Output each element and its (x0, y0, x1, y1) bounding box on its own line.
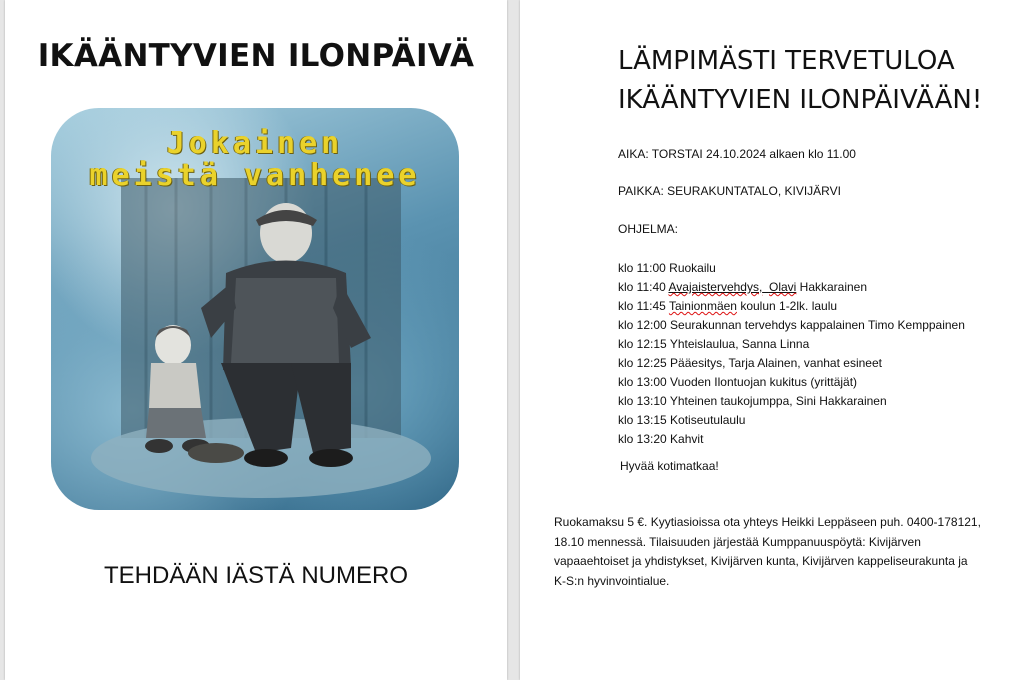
program-item: klo 13:10 Yhteinen taukojumppa, Sini Hakkarainen (618, 394, 887, 408)
program-item: klo 12:15 Yhteislaulua, Sanna Linna (618, 337, 810, 351)
footer-line: vapaaehtoiset ja yhdistykset, Kivijärven kunta, Kivijärven kappeliseurakunta ja (554, 554, 968, 568)
poster-slogan: TEHDÄÄN IÄSTÄ NUMERO (103, 562, 409, 589)
poster-title: IKÄÄNTYVIEN ILONPÄIVÄ (37, 38, 475, 74)
page-left (5, 0, 507, 680)
footer-line: 18.10 mennessä. Tilaisuuden järjestää Kumppanuuspöytä: Kivijärven (554, 534, 921, 549)
program-list (618, 259, 965, 449)
program-item: klo 13:00 Vuoden Ilontuojan kukitus (yrittäjät) (618, 375, 858, 389)
welcome-heading-line1: LÄMPIMÄSTI TERVETULOA (618, 46, 955, 76)
footer-line: Ruokamaksu 5 €. Kyytiasioissa ota yhteys Heikki Leppäseen puh. 0400-178121, (554, 515, 981, 529)
poster-photo (51, 108, 459, 510)
photo-caption-line2: meistä vanhenee (89, 158, 421, 193)
event-place: PAIKKA: SEURAKUNTATALO, KIVIJÄRVI (618, 184, 841, 198)
welcome-heading (618, 42, 982, 120)
program-item: klo 12:00 Seurakunnan tervehdys kappalainen Timo Kemppainen (618, 318, 965, 332)
footer-line: K-S:n hyvinvointialue. (554, 573, 670, 588)
program-item: klo 13:20 Kahvit (618, 432, 704, 446)
footer-paragraph (554, 513, 994, 591)
photo-caption-line1: Jokainen (166, 126, 344, 161)
page-right (520, 0, 1024, 680)
farewell-text: Hyvää kotimatkaa! (620, 459, 719, 473)
welcome-heading-line2: IKÄÄNTYVIEN ILONPÄIVÄÄN! (618, 85, 983, 115)
program-item: klo 12:25 Pääesitys, Tarja Alainen, vanhat esineet (618, 356, 882, 370)
event-time: AIKA: TORSTAI 24.10.2024 alkaen klo 11.00 (618, 147, 856, 161)
program-item: klo 11:45 Tainionmäen koulun 1-2lk. laulu (618, 299, 838, 313)
program-item: klo 13:15 Kotiseutulaulu (618, 413, 746, 427)
program-item: klo 11:00 Ruokailu (618, 261, 716, 275)
program-item: klo 11:40 Avajaistervehdys, Olavi Hakkarainen (618, 280, 868, 294)
program-heading: OHJELMA: (618, 222, 679, 236)
